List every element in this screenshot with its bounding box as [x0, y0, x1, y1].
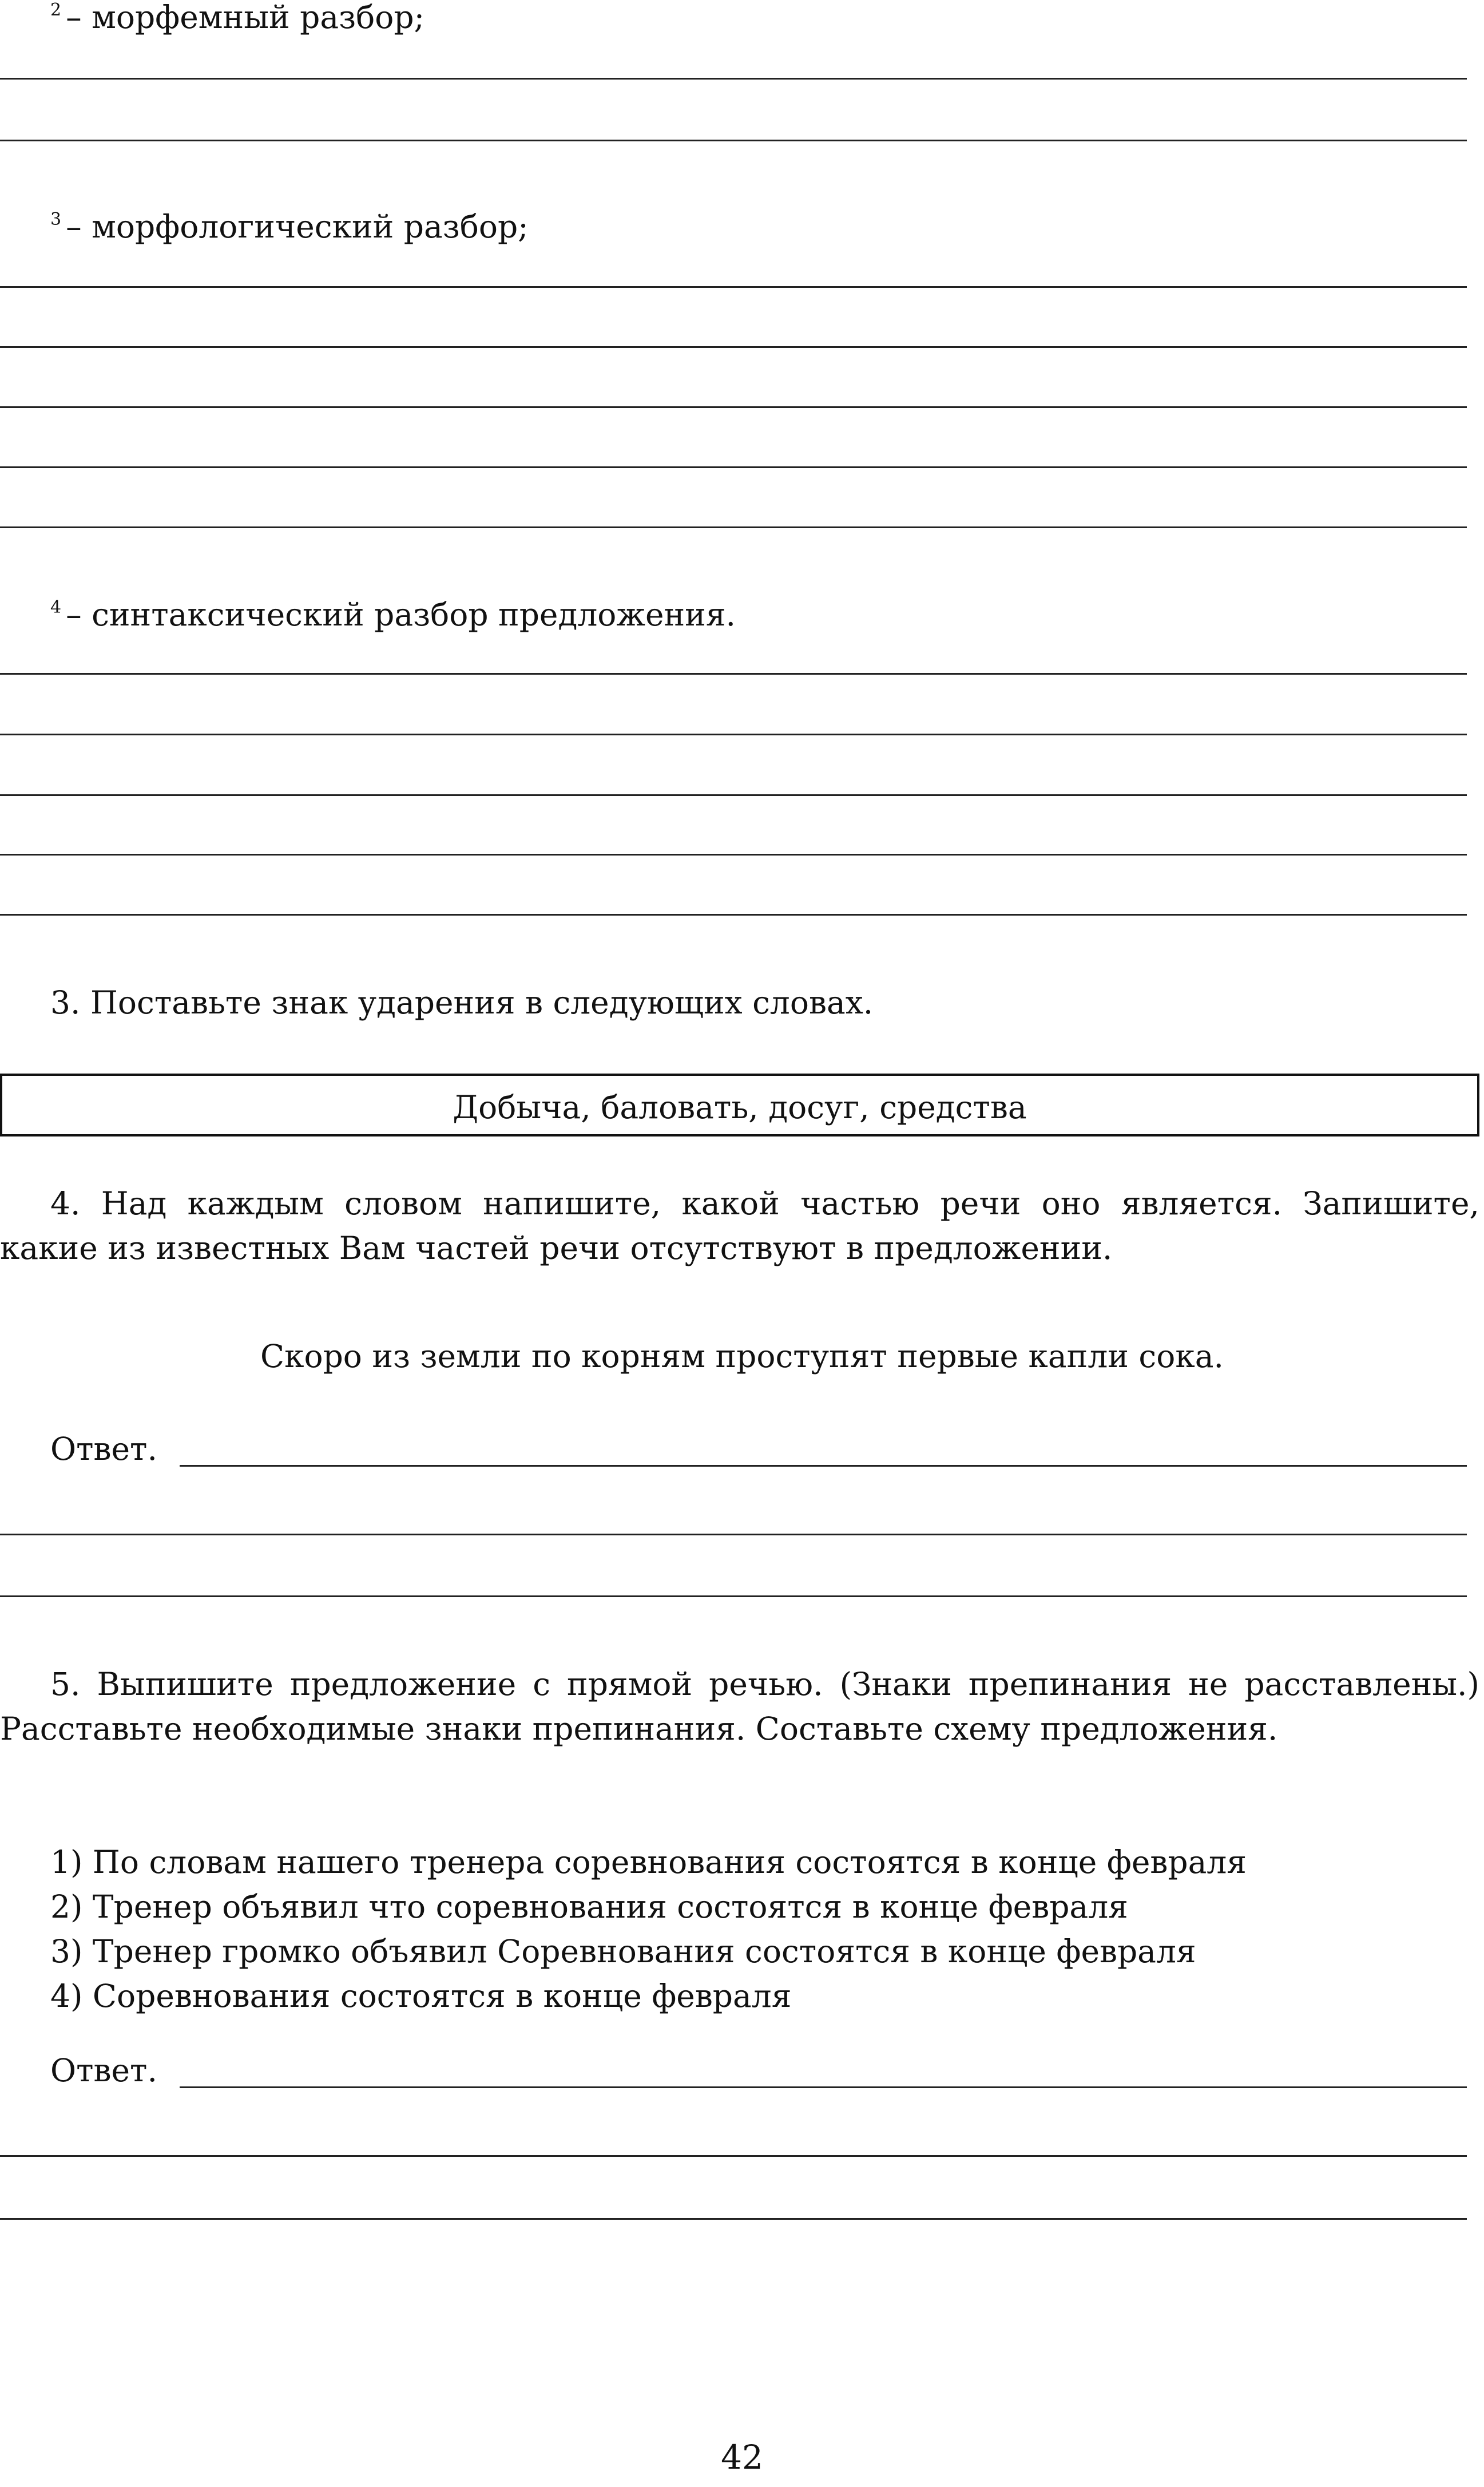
- answer-line[interactable]: [0, 1534, 1467, 1535]
- answer-line[interactable]: [0, 854, 1467, 856]
- answer-line[interactable]: [0, 1595, 1467, 1597]
- answer-line[interactable]: [0, 2155, 1467, 2157]
- task4-instructions-text: 4. Над каждым словом напишите, какой частью речи оно является. Запишите, какие из известных Вам частей речи отсутствуют в предложении.: [0, 1185, 1479, 1266]
- task4-answer-label: Ответ.: [50, 1431, 157, 1467]
- task5-instructions: [0, 1662, 1479, 1751]
- item-morphological-text: – морфологический разбор;: [66, 208, 529, 245]
- page-number: 42: [721, 2438, 763, 2477]
- answer-line[interactable]: [0, 346, 1467, 348]
- answer-line[interactable]: [0, 286, 1467, 288]
- item-syntactic-number: 4: [50, 597, 62, 617]
- task5-answer-label: Ответ.: [50, 2052, 157, 2089]
- item-morphological-number: 3: [50, 209, 62, 229]
- task5-option-4: 4) Соревнования состоятся в конце февраля: [50, 1978, 792, 2014]
- task5-option-1: 1) По словам нашего тренера соревнования состоятся в конце февраля: [50, 1844, 1247, 1880]
- task5-option-2: 2) Тренер объявил что соревнования состоятся в конце февраля: [50, 1888, 1128, 1925]
- item-morphemic: [50, 0, 424, 45]
- answer-line[interactable]: [0, 673, 1467, 675]
- task3-words: Добыча, баловать, досуг, средства: [453, 1089, 1027, 1126]
- item-morphemic-text: – морфемный разбор;: [66, 0, 425, 35]
- answer-line[interactable]: [0, 406, 1467, 408]
- task3-title: 3. Поставьте знак ударения в следующих словах.: [50, 984, 874, 1021]
- answer-line[interactable]: [0, 794, 1467, 796]
- answer-line[interactable]: [0, 914, 1467, 916]
- task5-instructions-text: 5. Выпишите предложение с прямой речью. (Знаки препинания не расставлены.) Расставьте необходимые знаки препинания. Составьте схему предложения.: [0, 1666, 1479, 1747]
- answer-line[interactable]: [0, 140, 1467, 141]
- answer-line[interactable]: [0, 734, 1467, 735]
- item-morphemic-number: 2: [50, 0, 62, 20]
- task4-instructions: [0, 1181, 1479, 1270]
- answer-input-line[interactable]: [180, 1465, 1467, 1467]
- item-syntactic-text: – синтаксический разбор предложения.: [66, 596, 736, 633]
- item-morphological: [50, 205, 529, 254]
- answer-line[interactable]: [0, 466, 1467, 468]
- answer-line[interactable]: [0, 526, 1467, 528]
- task4-sentence: Скоро из земли по корням проступят первые капли сока.: [260, 1338, 1224, 1375]
- answer-line[interactable]: [0, 2218, 1467, 2220]
- answer-line[interactable]: [0, 78, 1467, 80]
- answer-input-line[interactable]: [180, 2086, 1467, 2088]
- task3-words-box: [0, 1074, 1479, 1136]
- item-syntactic: [50, 593, 736, 642]
- task5-option-3: 3) Тренер громко объявил Соревнования состоятся в конце февраля: [50, 1933, 1196, 1970]
